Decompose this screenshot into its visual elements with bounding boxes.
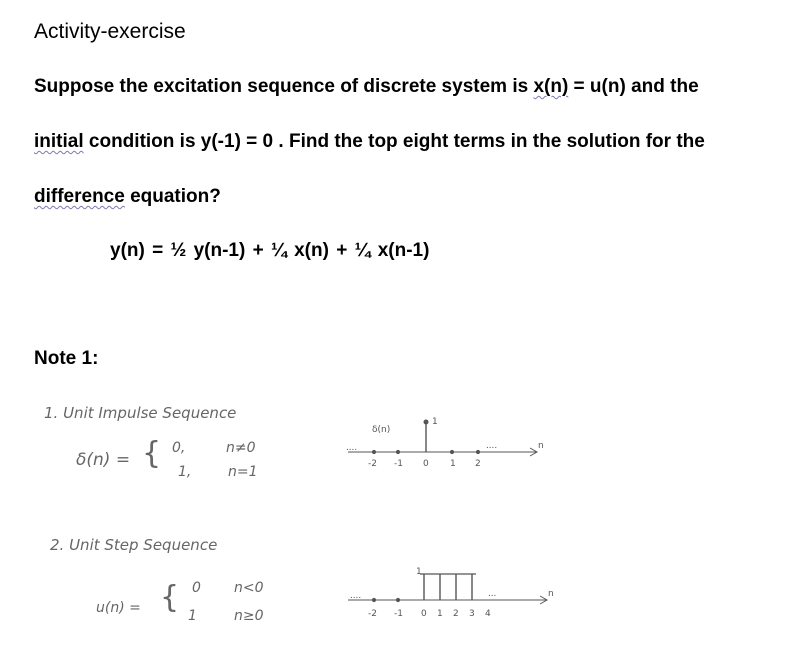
impulse-heading: 1. Unit Impulse Sequence xyxy=(44,404,237,422)
impulse-stem-point xyxy=(424,420,428,424)
step-case-2-value: 1 xyxy=(188,608,197,624)
impulse-brace: { xyxy=(142,436,162,471)
impulse-case-2-condition: n=1 xyxy=(228,464,258,480)
impulse-zero-point xyxy=(450,450,453,453)
spellcheck-mark: initial xyxy=(34,131,84,152)
impulse-stem-plot xyxy=(340,410,560,480)
impulse-case-1-condition: n≠0 xyxy=(226,440,256,456)
impulse-plot-label: δ(n) xyxy=(372,425,391,435)
step-heading: 2. Unit Step Sequence xyxy=(50,536,218,554)
activity-title: Activity-exercise xyxy=(34,20,186,43)
step-axis-var: n xyxy=(548,589,554,599)
step-zero-point xyxy=(372,598,375,601)
impulse-axis-var: n xyxy=(538,441,544,451)
step-dots-right: ... xyxy=(488,588,497,599)
impulse-zero-point xyxy=(396,450,399,453)
step-tick: -1 xyxy=(394,609,403,619)
step-tick: -2 xyxy=(368,609,377,619)
problem-line-2: initial condition is y(-1) = 0 . Find the top eight terms in the solution for the xyxy=(34,131,705,152)
step-tick: 3 xyxy=(469,609,475,619)
step-case-1-condition: n<0 xyxy=(234,580,264,596)
problem-line-1: Suppose the excitation sequence of discrete system is x(n) = u(n) and the xyxy=(34,76,699,97)
step-case-1-value: 0 xyxy=(192,580,201,596)
step-plot-value: 1 xyxy=(416,567,422,577)
step-brace: { xyxy=(160,580,180,615)
impulse-dots-left: .... xyxy=(346,442,358,453)
spellcheck-mark: x(n) xyxy=(533,76,569,97)
step-tick: 1 xyxy=(437,609,443,619)
impulse-tick: 1 xyxy=(450,459,456,469)
step-stem-plot xyxy=(340,560,570,630)
impulse-tick: 2 xyxy=(475,459,481,469)
problem-line-3: difference equation? xyxy=(34,186,221,207)
note-heading: Note 1: xyxy=(34,348,99,369)
spellcheck-mark: difference xyxy=(34,186,125,207)
impulse-dots-right: .... xyxy=(486,440,498,451)
step-lhs: u(n) = xyxy=(96,600,141,616)
impulse-tick: -2 xyxy=(368,459,377,469)
impulse-case-2-value: 1, xyxy=(178,464,192,480)
impulse-zero-point xyxy=(372,450,375,453)
step-tick: 2 xyxy=(453,609,459,619)
impulse-tick: 0 xyxy=(423,459,429,469)
impulse-case-1-value: 0, xyxy=(172,440,186,456)
impulse-tick: -1 xyxy=(394,459,403,469)
step-zero-point xyxy=(396,598,399,601)
impulse-plot-value: 1 xyxy=(432,417,438,427)
difference-equation: y(n) = ½ y(n-1) + ¼ x(n) + ¼ x(n-1) xyxy=(110,240,430,261)
impulse-zero-point xyxy=(476,450,479,453)
step-tick: 0 xyxy=(421,609,427,619)
step-case-2-condition: n≥0 xyxy=(234,608,264,624)
step-dots-left: .... xyxy=(350,590,362,601)
impulse-lhs: δ(n) = xyxy=(76,450,131,470)
step-tick: 4 xyxy=(485,609,491,619)
